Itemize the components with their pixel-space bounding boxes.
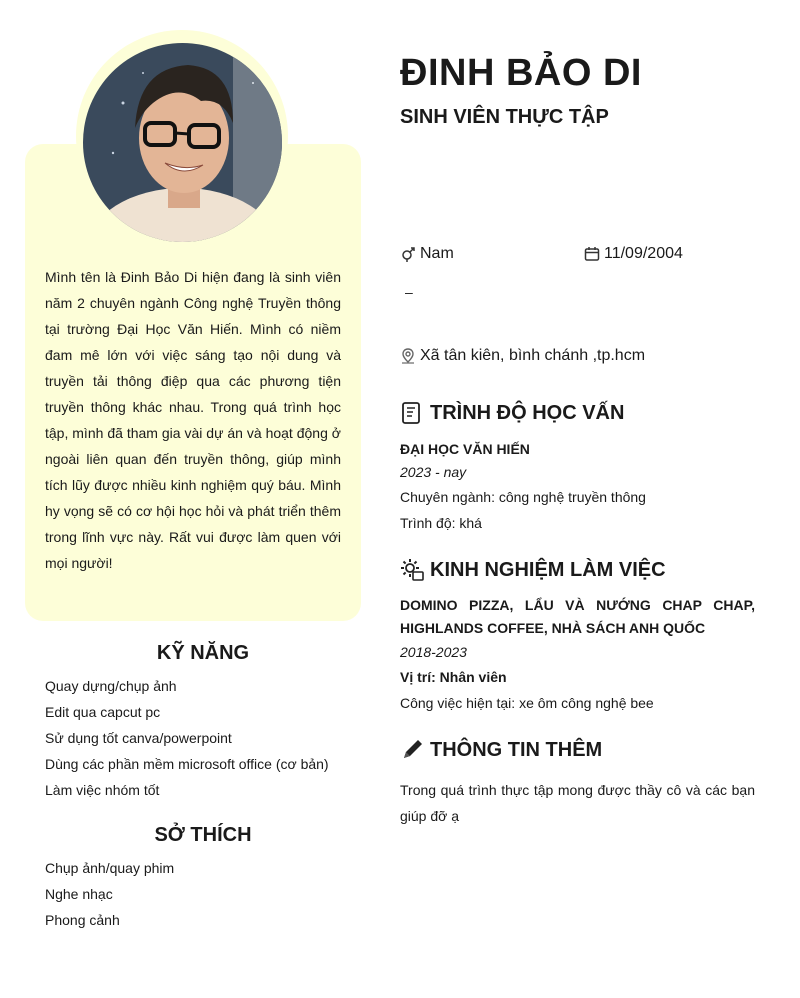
experience-position: Vị trí: Nhân viên — [400, 669, 507, 685]
list-item: Nghe nhạc — [45, 886, 113, 902]
list-item: Chụp ảnh/quay phim — [45, 860, 175, 876]
experience-heading — [400, 558, 666, 582]
birthday-value: 11/09/2004 — [604, 245, 683, 262]
extra-heading — [400, 738, 602, 762]
experience-current: Công việc hiện tại: xe ôm công nghệ bee — [400, 695, 654, 711]
experience-company: DOMINO PIZZA, LẨU VÀ NƯỚNG CHAP CHAP, HIGHLANDS COFFEE, NHÀ SÁCH ANH QUỐC — [400, 597, 755, 636]
skills-list — [45, 673, 329, 803]
list-item: Phong cảnh — [45, 912, 120, 928]
address-info — [400, 347, 645, 365]
list-item: Quay dựng/chụp ảnh — [45, 678, 177, 694]
calendar-icon — [584, 246, 600, 262]
phone-placeholder: – — [405, 284, 413, 300]
list-item: Làm việc nhóm tốt — [45, 782, 160, 798]
extra-text: Trong quá trình thực tập mong được thầy cô và các bạn giúp đỡ ạ — [400, 782, 755, 824]
address-value: Xã tân kiên, bình chánh ,tp.hcm — [420, 347, 646, 364]
hobbies-title: SỞ THÍCH — [154, 824, 252, 846]
education-period: 2023 - nay — [400, 464, 467, 480]
pencil-icon — [400, 738, 424, 762]
gear-icon — [400, 558, 424, 582]
experience-period: 2018-2023 — [400, 644, 467, 660]
list-item: Edit qua capcut pc — [45, 704, 161, 720]
experience-title: KINH NGHIỆM LÀM VIỆC — [430, 558, 666, 581]
school-name: ĐẠI HỌC VĂN HIẾN — [400, 441, 530, 457]
education-level: Trình độ: khá — [400, 515, 482, 531]
gender-info — [400, 245, 454, 263]
about-text: Mình tên là Đinh Bảo Di hiện đang là sinh viên năm 2 chuyên ngành Công nghệ Truyền thông tại trường Đại Học Văn Hiến. Mình có niềm đam mê lớn với việc sáng tạo nội dung và truyền tải thông điệp qua các phương tiện truyền thông khác nhau. Trong quá trình học tập, mình đã tham gia vài dự án và hoạt động ở ngoài liên quan đến truyền thông, giúp mình tích lũy được nhiều kinh nghiệm quý báu. Mình hy vọng sẽ có cơ hội học hỏi và phát triển thêm trong lĩnh vực này. Rất vui được làm quen với mọi người! — [45, 269, 341, 571]
list-item: Sử dụng tốt canva/powerpoint — [45, 730, 232, 746]
list-item: Dùng các phần mềm microsoft office (cơ bản) — [45, 756, 329, 772]
person-name: ĐINH BẢO DI — [400, 52, 642, 94]
avatar — [83, 43, 282, 242]
gender-icon — [400, 246, 416, 262]
birthday-info — [584, 245, 683, 263]
education-title: TRÌNH ĐỘ HỌC VẤN — [430, 401, 625, 424]
education-major: Chuyên ngành: công nghệ truyền thông — [400, 489, 646, 505]
extra-title: THÔNG TIN THÊM — [430, 738, 603, 761]
education-icon — [400, 401, 424, 425]
skills-title: KỸ NĂNG — [156, 642, 250, 664]
person-role: SINH VIÊN THỰC TẬP — [400, 106, 609, 128]
gender-value: Nam — [420, 245, 454, 262]
map-pin-icon — [400, 348, 416, 364]
hobbies-list — [45, 855, 174, 933]
education-heading — [400, 401, 624, 425]
